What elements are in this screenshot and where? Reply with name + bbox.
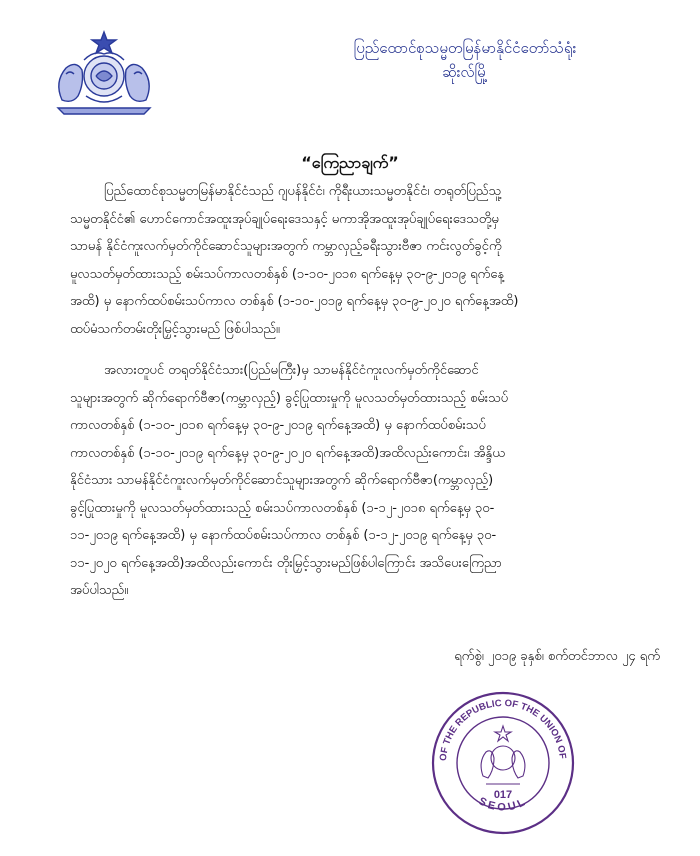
- body-line: သာမန် နိုင်ငံကူးလက်မှတ်ကိုင်ဆောင်သူများအတွက် ကမ္ဘာလှည့်ခရီးသွားဗီဇာ ကင်းလွတ်ခွင့်ကို: [70, 239, 502, 254]
- paragraph-gap: [70, 343, 650, 357]
- state-seal-icon: [44, 30, 164, 116]
- svg-text:EMBASSY OF THE REPUBLIC OF THE: [428, 688, 568, 764]
- embassy-city: ဆိုးလ်မြို့: [442, 63, 488, 81]
- body-line: ပြည်ထောင်စုသမ္မတမြန်မာနိုင်ငံသည် ဂျပန်နိုင်ငံ၊ ကိုရီးယားသမ္မတနိုင်ငံ၊ တရုတ်ပြည်သူ့: [104, 184, 502, 199]
- body-line: ၁၁-၂၀၂၀ ရက်နေ့အထိ)အထိလည်းကောင်း တိုးမြှင့်သွားမည်ဖြစ်ပါကြောင်း အသိပေးကြေညာ: [70, 555, 502, 571]
- seal-number: 017: [493, 789, 513, 801]
- embassy-header: [300, 36, 630, 84]
- notice-title: “ကြေညာချက်”: [301, 153, 399, 172]
- body-line: ကာလတစ်နှစ် (၁-၁၀-၂၀၁၈ ရက်နေ့မှ ၃၀-၉-၂၀၁၉ ရက်နေ့အထိ) မှ နောက်ထပ်စမ်းသပ်: [70, 418, 486, 433]
- body-line: ၁၁-၂၀၁၉ ရက်နေ့အထိ) မှ နောက်ထပ်စမ်းသပ်ကာလ တစ်နှစ် (၁-၁၂-၂၀၁၉ ရက်နေ့မှ ၃၀-: [70, 528, 497, 543]
- body-line: အထိ) မှ နောက်ထပ်စမ်းသပ်ကာလ တစ်နှစ် (၁-၁၀-၂၀၁၉ ရက်နေ့မှ ၃၀-၉-၂၀၂၀ ရက်နေ့အထိ): [70, 294, 519, 309]
- seal-city-text: SEOUL: [476, 795, 530, 814]
- embassy-stamp: [428, 688, 578, 838]
- notice-body: [70, 178, 650, 605]
- body-line: ခွင့်ပြုထားမှုကို မူလသတ်မှတ်ထားသည့် စမ်းသပ်ကာလတစ်နှစ် (၁-၁၂-၂၀၁၈ ရက်နေ့မှ ၃၀-: [70, 500, 495, 516]
- body-line: အလားတူပင် တရုတ်နိုင်ငံသား(ပြည်မကြီး)မှ သာမန်နိုင်ငံကူးလက်မှတ်ကိုင်ဆောင်: [104, 363, 479, 378]
- body-line: သူများအတွက် ဆိုက်ရောက်ဗီဇာ(ကမ္ဘာလှည့်) ခွင့်ပြုထားမှုကို မူလသတ်မှတ်ထားသည့် စမ်းသပ်: [70, 390, 509, 406]
- seal-top-text: OF THE REPUBLIC OF THE UNION OF: [437, 697, 568, 762]
- body-line: ကာလတစ်နှစ် (၁-၁၀-၂၀၁၉ ရက်နေ့မှ ၃၀-၉-၂၀၂၀ ရက်နေ့အထိ)အထိလည်းကောင်း၊ အိန္ဒိယ: [70, 445, 505, 461]
- embassy-name: ပြည်ထောင်စုသမ္မတမြန်မာနိုင်ငံတော်သံရုံး: [353, 39, 577, 57]
- signature-date: ရက်စွဲ၊ ၂၀၁၉ ခုနှစ်၊ စက်တင်ဘာလ ၂၄ ရက်: [454, 649, 660, 664]
- body-line: အပ်ပါသည်။: [70, 583, 129, 598]
- body-line: သမ္မတနိုင်ငံ၏ ဟောင်ကောင်အထူးအုပ်ချုပ်ရေးဒေသနှင့် မကာအိုအထူးအုပ်ချုပ်ရေးဒေသတို့မှ: [70, 211, 499, 227]
- body-line: နိုင်ငံသား သာမန်နိုင်ငံကူးလက်မှတ်ကိုင်ဆောင်သူများအတွက် ဆိုက်ရောက်ဗီဇာ(ကမ္ဘာလှည့်): [70, 473, 494, 488]
- body-line: မူလသတ်မှတ်ထားသည့် စမ်းသပ်ကာလတစ်နှစ် (၁-၁၀-၂၀၁၈ ရက်နေ့မှ ၃၀-၉-၂၀၁၉ ရက်နေ့: [70, 266, 505, 282]
- body-line: ထပ်မံသက်တမ်းတိုးမြှင့်သွားမည် ဖြစ်ပါသည်။: [70, 321, 280, 337]
